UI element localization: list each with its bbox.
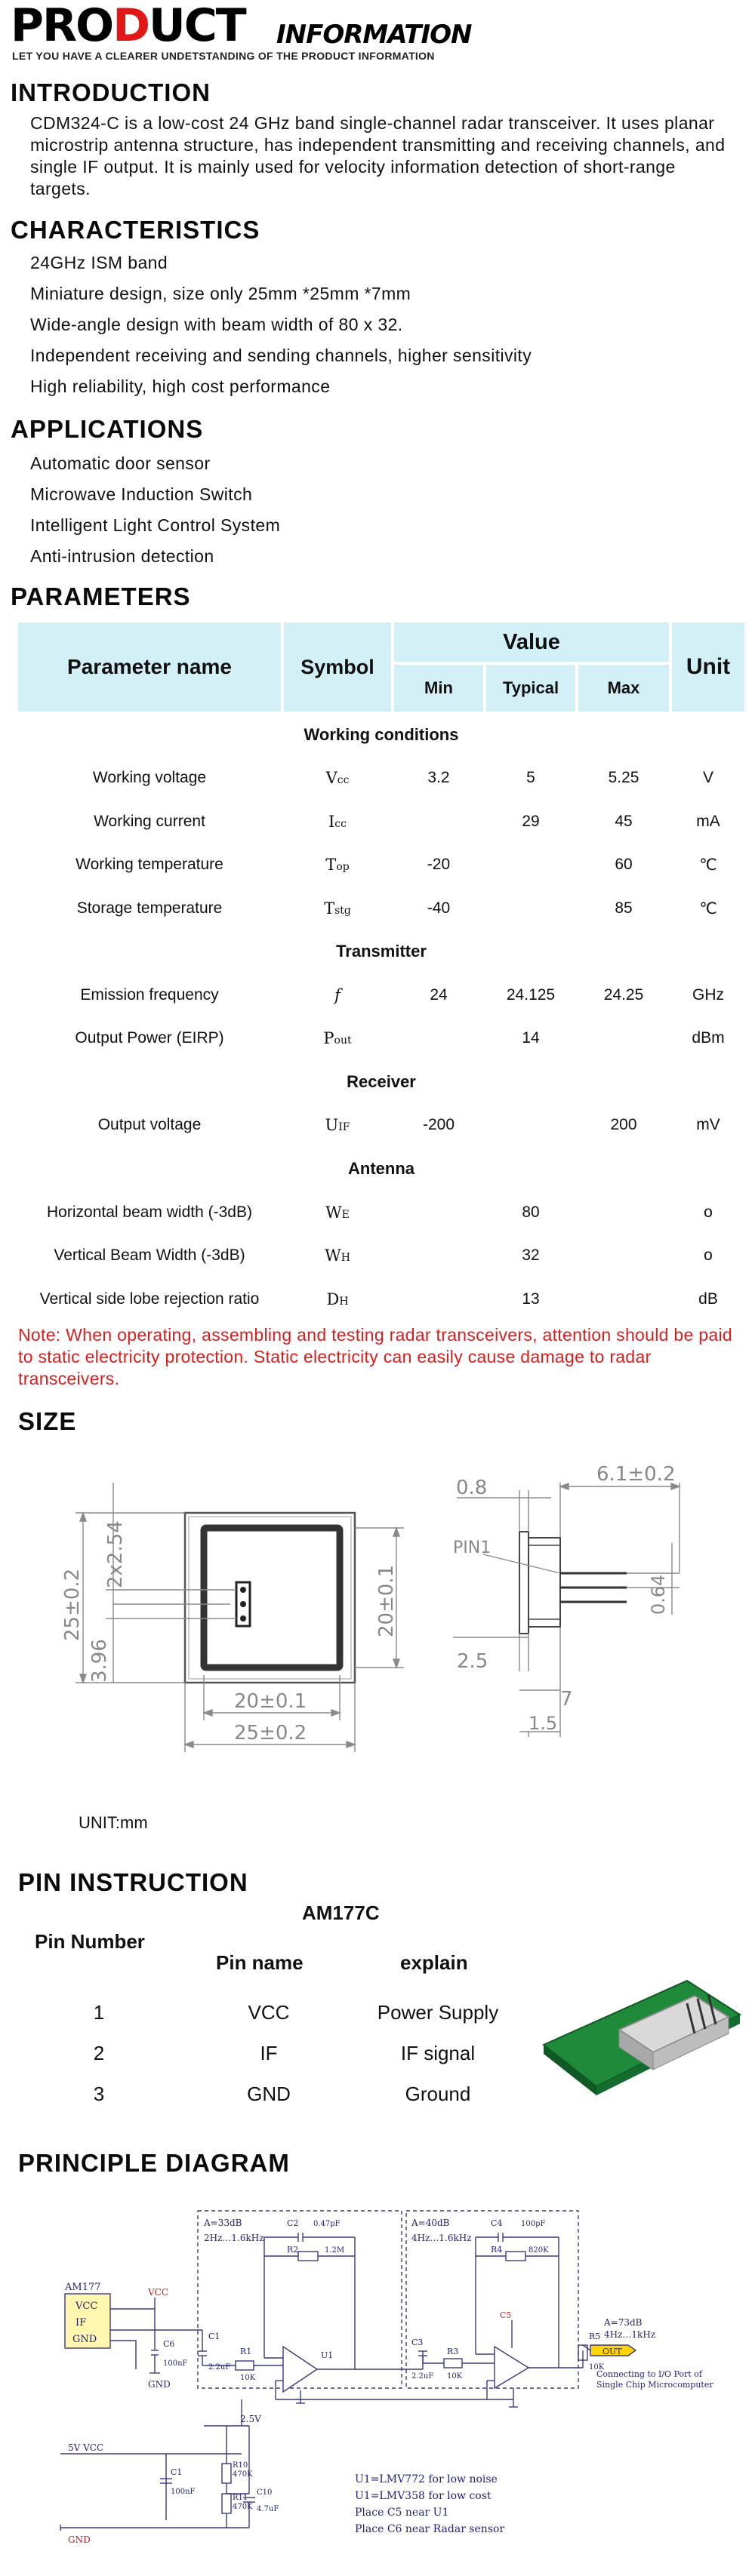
header-subtitle: LET YOU HAVE A CLEARER UNDETSTANDING OF THE PRODUCT INFORMATION bbox=[12, 50, 435, 62]
application-item: Anti-intrusion detection bbox=[30, 546, 214, 566]
dim-width: 25±0.2 bbox=[234, 1722, 307, 1744]
sch-note-2: U1=LMV358 for low cost bbox=[355, 2490, 492, 2502]
sch-c2: C2 bbox=[287, 2218, 299, 2228]
characteristic-item: 24GHz ISM band bbox=[30, 253, 168, 272]
table-row: 3 GND Ground bbox=[93, 2083, 471, 2105]
size-unit: UNIT:mm bbox=[79, 1813, 148, 1832]
sch-module: AM177 bbox=[65, 2282, 101, 2293]
application-item: Microwave Induction Switch bbox=[30, 484, 253, 504]
pin-number-header: Pin Number bbox=[35, 1930, 145, 1953]
characteristics-title: CHARACTERISTICS bbox=[11, 216, 260, 244]
sch-c10v: 4.7uF bbox=[257, 2505, 279, 2513]
sch-c6: C6 bbox=[163, 2339, 175, 2349]
sch-out: OUT bbox=[602, 2347, 622, 2356]
table-row: Horizontal beam width (-3dB) WE 80 o bbox=[47, 1203, 713, 1222]
dim-pin1-label: PIN1 bbox=[453, 1539, 492, 1557]
introduction-title: INTRODUCTION bbox=[11, 78, 211, 106]
sch-u1: U1 bbox=[321, 2350, 334, 2360]
table-row: Output Power (EIRP) Pout 14 dBm bbox=[75, 1029, 725, 1047]
dim-patch-width: 20±0.1 bbox=[234, 1690, 307, 1713]
sch-c6v: 100nF bbox=[163, 2359, 188, 2368]
header-typical: Typical bbox=[486, 665, 575, 712]
group-transmitter: Transmitter bbox=[336, 942, 427, 961]
sch-c7: C1 bbox=[171, 2467, 183, 2477]
header-min: Min bbox=[394, 665, 483, 712]
sch-out-gain: A=73dB bbox=[604, 2317, 643, 2328]
sch-gnd: GND bbox=[148, 2379, 171, 2390]
antenna-patch bbox=[204, 1528, 340, 1668]
sch-r2: R2 bbox=[287, 2245, 299, 2255]
table-row: 2 IF IF signal bbox=[93, 2042, 476, 2064]
sch-c7v: 100nF bbox=[171, 2488, 196, 2496]
sch-note-4: Place C6 near Radar sensor bbox=[355, 2523, 505, 2535]
table-row: Working current Icc 29 45 mA bbox=[94, 813, 720, 831]
sch-if-pin: IF bbox=[76, 2317, 87, 2329]
header-value: Value bbox=[394, 622, 669, 662]
dim-pcb-thickness: 0.8 bbox=[456, 1477, 488, 1499]
sch-stage1-gain: A=33dB bbox=[204, 2218, 242, 2228]
table-row: Working voltage Vcc 3.2 5 5.25 V bbox=[92, 769, 713, 787]
dim-base: 1.5 bbox=[528, 1713, 558, 1734]
principle-schematic bbox=[0, 2196, 755, 2573]
sch-c5: C5 bbox=[500, 2310, 512, 2320]
sch-c3v: 2.2uF bbox=[411, 2372, 434, 2381]
table-row: Vertical side lobe rejection ratio DH 13 dB bbox=[39, 1290, 718, 1308]
table-row: 1 VCC Power Supply bbox=[93, 2001, 499, 2024]
sch-r11v: 470K bbox=[233, 2503, 253, 2511]
sch-r1v: 10K bbox=[240, 2374, 256, 2382]
sch-stage2-band: 4Hz…1.6kHz bbox=[411, 2233, 472, 2243]
dim-depth: 6.1±0.2 bbox=[596, 1463, 676, 1486]
principle-diagram-title: PRINCIPLE DIAGRAM bbox=[18, 2149, 290, 2177]
module-photo bbox=[536, 1973, 747, 2109]
sch-v5: 5V VCC bbox=[68, 2442, 104, 2453]
characteristic-item: Miniature design, size only 25mm *25mm *7mm bbox=[30, 284, 411, 303]
sch-c3: C3 bbox=[411, 2338, 424, 2347]
pin-explain-header: explain bbox=[400, 1951, 468, 1974]
applications-title: APPLICATIONS bbox=[11, 415, 204, 443]
sch-r1: R1 bbox=[240, 2347, 252, 2356]
application-item: Automatic door sensor bbox=[30, 453, 211, 473]
sch-connect: Connecting to I/O Port of bbox=[596, 2369, 702, 2379]
characteristic-item: Independent receiving and sending channels, higher sensitivity bbox=[30, 346, 532, 365]
table-row: Output voltage UIF -200 200 mV bbox=[97, 1116, 720, 1134]
pin-name-header: Pin name bbox=[216, 1951, 304, 1974]
dim-pcb-edge: 2.5 bbox=[457, 1650, 488, 1673]
sch-r3: R3 bbox=[447, 2347, 459, 2356]
sch-c1v: 2.2uF bbox=[208, 2363, 231, 2372]
sch-note-3: Place C5 near U1 bbox=[355, 2507, 449, 2519]
sch-c10: C10 bbox=[257, 2488, 273, 2497]
sch-note-1: U1=LMV772 for low noise bbox=[355, 2473, 498, 2485]
table-row: Working temperature Top -20 60 ℃ bbox=[76, 856, 717, 874]
product-header bbox=[11, 0, 750, 62]
table-row: Vertical Beam Width (-3dB) WH 32 o bbox=[54, 1247, 713, 1265]
static-warning-note: Note: When operating, assembling and testing radar transceivers, attention should be paid to static electricity protection. Static electricity can easily cause damage to radar transceivers. bbox=[18, 1325, 732, 1388]
sch-r5v: 10K bbox=[589, 2363, 605, 2372]
dim-pin-diameter: 0.64 bbox=[648, 1574, 669, 1615]
dim-body-depth: 7 bbox=[560, 1688, 573, 1711]
sch-r4v: 820K bbox=[528, 2246, 549, 2255]
sch-r10: R10 bbox=[233, 2461, 248, 2470]
header-parameter-name: Parameter name bbox=[18, 622, 281, 712]
sch-stage1-band: 2Hz…1.6kHz bbox=[204, 2233, 264, 2243]
sch-r3v: 10K bbox=[447, 2372, 463, 2381]
sch-r11: R11 bbox=[233, 2494, 248, 2502]
sch-v25: 2.5V bbox=[240, 2414, 261, 2424]
dim-pin-pitch: 2x2.54 bbox=[104, 1520, 127, 1588]
header-product-title: PRODUCT bbox=[11, 0, 245, 52]
sch-c4: C4 bbox=[491, 2218, 503, 2228]
sch-r4: R4 bbox=[491, 2245, 503, 2255]
sch-c1: C1 bbox=[208, 2332, 220, 2341]
group-antenna: Antenna bbox=[348, 1159, 414, 1178]
parameters-title: PARAMETERS bbox=[11, 583, 191, 610]
sch-stage2-gain: A=40dB bbox=[411, 2218, 450, 2228]
characteristic-item: Wide-angle design with beam width of 80 x 32. bbox=[30, 315, 403, 334]
header-information: INFORMATION bbox=[276, 20, 472, 50]
group-receiver: Receiver bbox=[347, 1072, 416, 1091]
sch-connect2: Single Chip Microcomputer bbox=[596, 2380, 713, 2390]
sch-c2v: 0.47pF bbox=[313, 2220, 341, 2228]
table-row: Storage temperature Tstg -40 85 ℃ bbox=[76, 899, 717, 918]
sch-r5: R5 bbox=[589, 2332, 601, 2341]
introduction-text: CDM324-C is a low-cost 24 GHz band single-channel radar transceiver. It uses planar microstrip antenna structure, has independent transmitting and receiving channels, and single IF output. It is mainly used for velocity information detection of short-range targets. bbox=[30, 113, 726, 198]
sch-r10v: 470K bbox=[233, 2470, 253, 2479]
sch-out-band: 4Hz…1kHz bbox=[604, 2329, 656, 2340]
dim-pin-offset: 3.96 bbox=[88, 1639, 111, 1683]
parameters-table-header bbox=[18, 622, 744, 712]
sch-vcc-pin: VCC bbox=[76, 2301, 98, 2312]
pin-table-model: AM177C bbox=[302, 1901, 380, 1924]
sch-r2v: 1.2M bbox=[325, 2246, 345, 2255]
module-outline bbox=[185, 1513, 355, 1683]
pin-instruction-title: PIN INSTRUCTION bbox=[18, 1868, 248, 1896]
sch-gnd2: GND bbox=[68, 2535, 91, 2545]
table-row: Emission frequency f 24 24.125 24.25 GHz bbox=[80, 986, 724, 1004]
group-working-conditions: Working conditions bbox=[304, 725, 459, 744]
header-unit: Unit bbox=[672, 622, 744, 712]
header-symbol: Symbol bbox=[284, 622, 391, 712]
size-title: SIZE bbox=[18, 1407, 77, 1435]
characteristic-item: High reliability, high cost performance bbox=[30, 377, 331, 396]
dim-patch-height: 20±0.1 bbox=[375, 1564, 398, 1637]
sch-gnd-pin: GND bbox=[72, 2334, 97, 2345]
size-drawing bbox=[0, 1456, 755, 1811]
sch-c4v: 100pF bbox=[521, 2220, 546, 2228]
header-max: Max bbox=[578, 665, 669, 712]
sch-vcc: VCC bbox=[148, 2287, 169, 2298]
dim-height: 25±0.2 bbox=[61, 1568, 84, 1641]
application-item: Intelligent Light Control System bbox=[30, 515, 281, 535]
